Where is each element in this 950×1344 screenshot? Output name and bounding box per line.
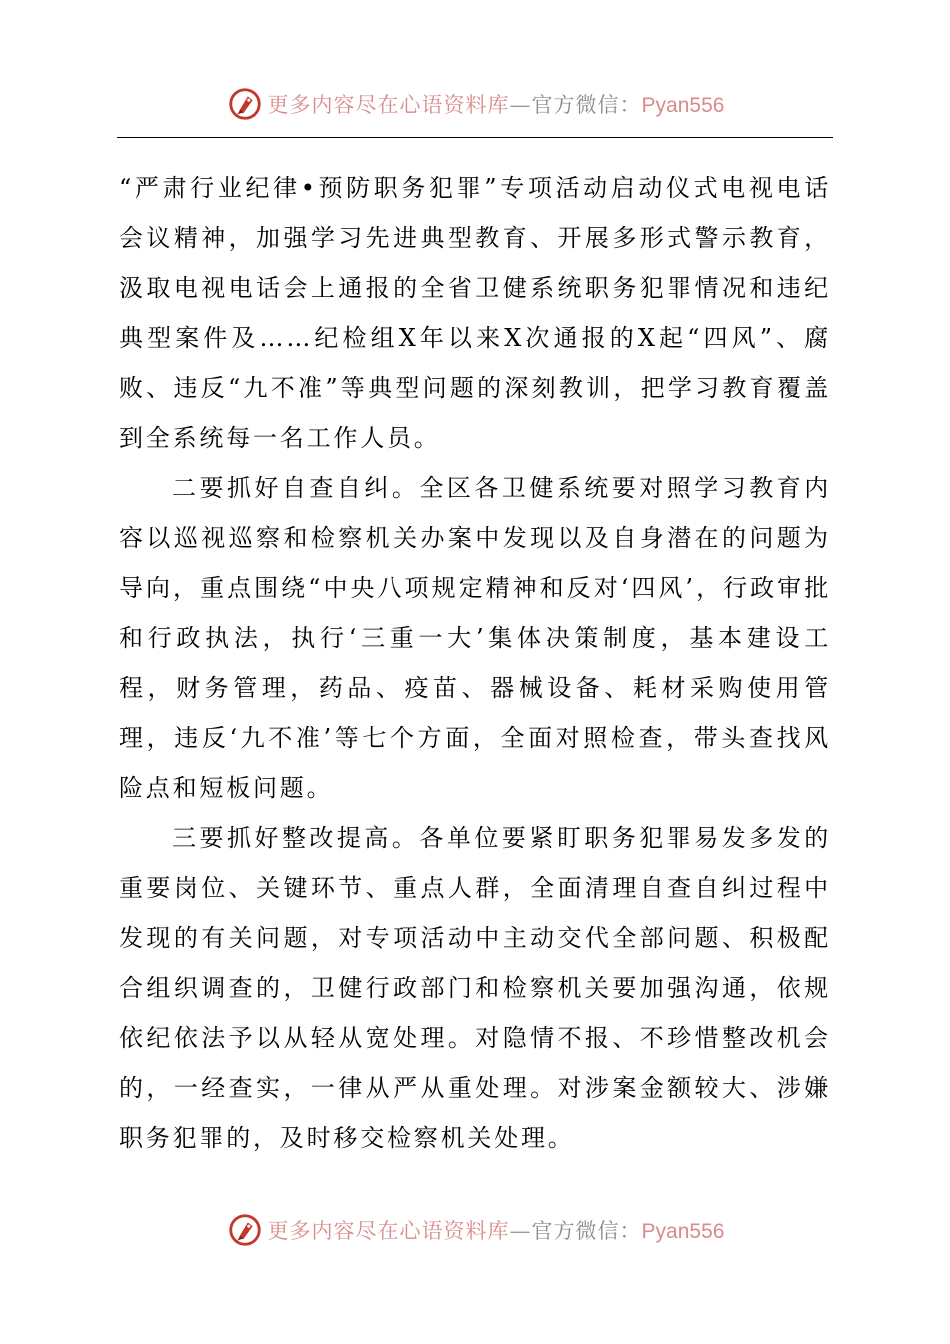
pen-nib-icon (226, 1211, 264, 1249)
paragraph-self-inspection: 二要抓好自查自纠。全区各卫健系统要对照学习教育内容以巡视巡察和检察机关办案中发现以及自身潜在的问题为导向，重点围绕“中央八项规定精神和反对‘四风’，行政审批和行政执法，执行‘三重一大’集体决策制度，基本建设工程，财务管理，药品、疫苗、器械设备、耗材采购使用管理，违反‘九不准’等七个方面，全面对照检查，带头查找风险点和短板问题。 (119, 474, 831, 802)
paragraph-continuation: “严肃行业纪律•预防职务犯罪”专项活动启动仪式电视电话会议精神，加强学习先进典型教育、开展多形式警示教育，汲取电视电话会上通报的全省卫健系统职务犯罪情况和违纪典型案件及……纪检组X年以来X次通报的X起“四风”、腐败、违反“九不准”等典型问题的深刻教训，把学习教育覆盖到全系统每一名工作人员。 (119, 174, 831, 452)
header-banner (0, 82, 950, 126)
paragraph-rectification: 三要抓好整改提高。各单位要紧盯职务犯罪易发多发的重要岗位、关键环节、重点人群，全面清理自查自纠过程中发现的有关问题，对专项活动中主动交代全部问题、积极配合组织调查的，卫健行政部门和检察机关要加强沟通，依规依纪依法予以从轻从宽处理。对隐情不报、不珍惜整改机会的，一经查实，一律从严从重处理。对涉案金额较大、涉嫌职务犯罪的，及时移交检察机关处理。 (119, 824, 831, 1152)
pen-nib-icon (226, 85, 264, 123)
header-divider (117, 137, 833, 138)
footer-banner (0, 1208, 950, 1252)
footer-banner-text (268, 1215, 725, 1245)
banner-separator: — (509, 1219, 532, 1243)
banner-separator: — (509, 93, 532, 117)
header-banner-text (268, 89, 725, 119)
banner-site-name: 更多内容尽在心语资料库 (267, 93, 510, 117)
banner-wechat-id: Pyan556 (641, 94, 725, 117)
banner-contact-label: 官方微信： (531, 1219, 642, 1243)
banner-contact-label: 官方微信： (531, 93, 642, 117)
banner-wechat-id: Pyan556 (641, 1220, 725, 1243)
document-body (119, 163, 831, 1163)
banner-site-name: 更多内容尽在心语资料库 (267, 1219, 510, 1243)
